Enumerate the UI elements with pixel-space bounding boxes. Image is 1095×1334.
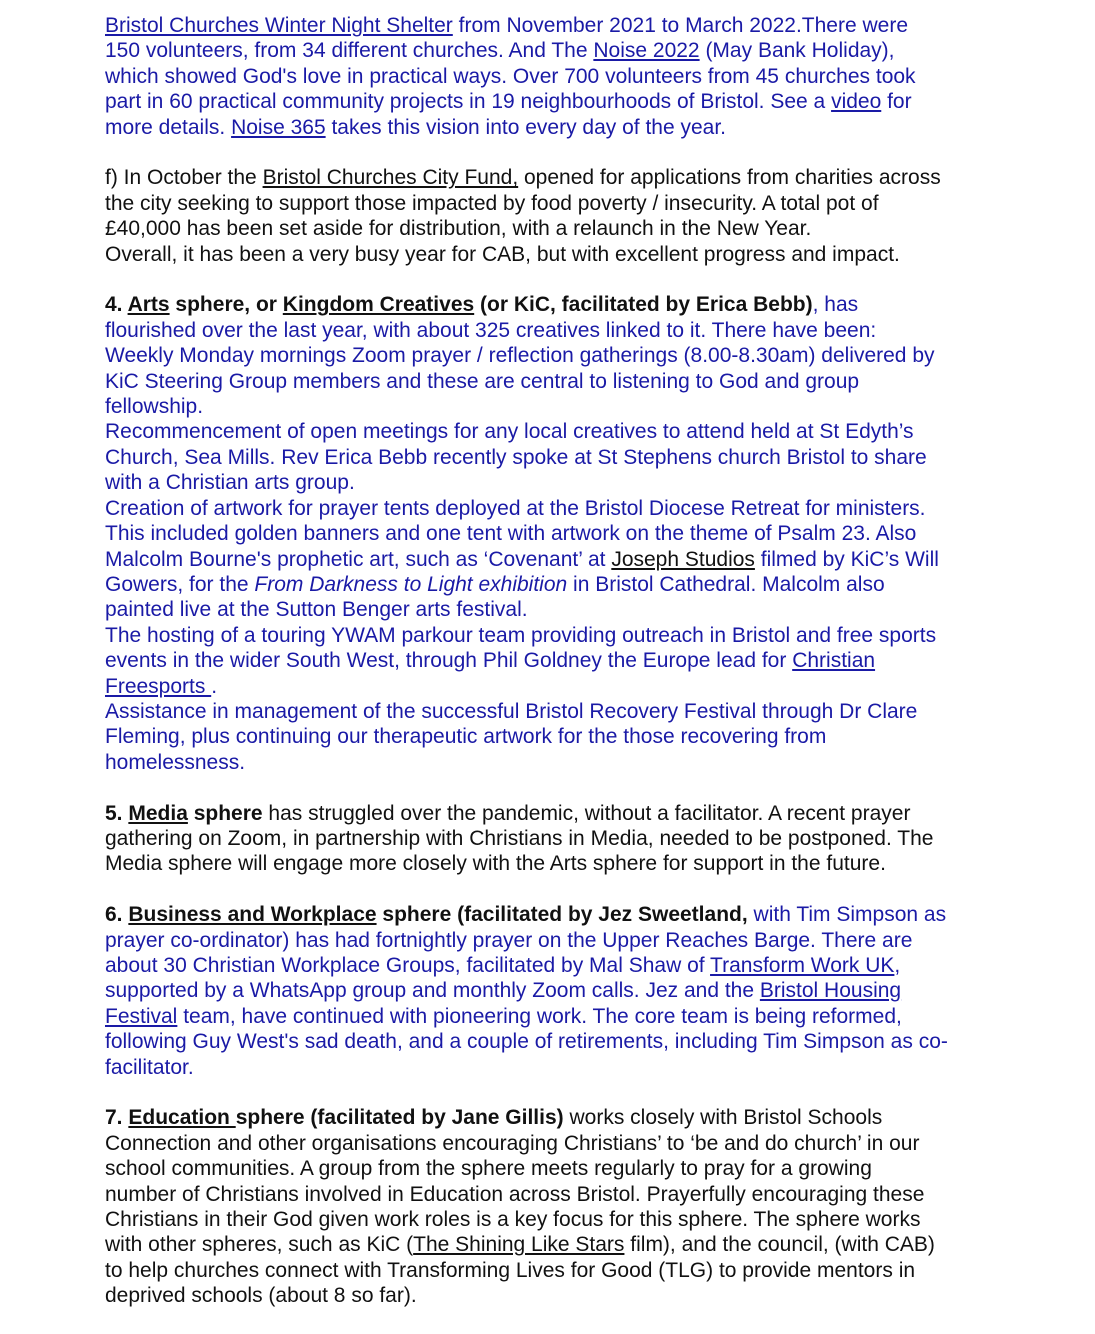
text-line [105,648,1005,673]
text-line [105,1105,1005,1130]
text-line: Church, Sea Mills. Rev Erica Bebb recently spoke at St Stephens church Bristol to share [105,445,927,469]
text-line [105,89,1005,114]
link-joseph-studios[interactable]: Joseph Studios [611,547,755,571]
link-bristol-housing-festival[interactable]: Bristol Housing [759,979,902,1003]
text-line: Recommencement of open meetings for any local creatives to attend held at St Edyth’s [105,420,914,444]
section-heading [105,903,748,926]
text-line: fellowship. [105,395,204,419]
paragraph-media-sphere [105,801,1005,877]
link-noise-365[interactable]: Noise 365 [231,115,326,139]
text-line: following Guy West's sad death, and a couple of retirements, including Tim Simpson as co- [105,1030,948,1054]
exhibition-title: From Darkness to Light exhibition [254,572,568,596]
text-line: homelessness. [105,750,246,774]
text-line [105,674,1005,699]
text-line: to help churches connect with Transforming Lives for Good (TLG) to provide mentors in [105,1258,916,1282]
link-christian-freesports[interactable]: Christian [792,649,876,673]
text-line: facilitator. [105,1055,194,1079]
text-line [105,572,1005,597]
text-line [105,38,1005,63]
text-span: works closely with Bristol Schools [563,1106,883,1130]
paragraph-winter-shelter [105,13,1005,140]
text-span: opened for applications from charities across [518,166,941,190]
text-line: which showed God's love in practical ways. Over 700 volunteers from 45 churches took [105,64,916,88]
text-line: Media sphere will engage more closely with the Arts sphere for support in the future. [105,852,886,876]
section-heading [105,293,813,316]
text-line [105,547,1005,572]
link-video[interactable]: video [831,90,882,114]
text-span: in Bristol Cathedral. Malcolm also [567,572,885,596]
heading-text: sphere (facilitated by Jane Gillis) [235,1106,564,1130]
text-line [105,13,1005,38]
text-span: has struggled over the pandemic, without a facilitator. A recent prayer [262,801,911,825]
text-line [105,902,1005,927]
text-line: Overall, it has been a very busy year for CAB, but with excellent progress and impact. [105,242,900,266]
text-line: Connection and other organisations encouraging Christians’ to ‘be and do church’ in our [105,1131,920,1155]
paragraph-arts-sphere [105,292,1005,775]
heading-text: (or KiC, facilitated by Erica Bebb) [474,293,813,317]
text-line: This included golden banners and one tent with artwork on the theme of Psalm 23. Also [105,522,917,546]
text-span: 150 volunteers, from 34 different churches. And The [105,39,594,63]
text-span: , has [812,293,859,317]
text-line: The hosting of a touring YWAM parkour team providing outreach in Bristol and free sports [105,623,937,647]
paragraph-city-fund [105,165,1005,267]
text-span: , [894,953,901,977]
text-line [105,1232,1005,1257]
text-span: . [211,674,218,698]
text-line: Fleming, plus continuing our therapeutic artwork for the those recovering from [105,725,827,749]
document-page [105,13,1005,1334]
text-line [105,165,1005,190]
text-line [105,801,1005,826]
text-line: Christians in their God given work roles is a key focus for this sphere. The sphere works [105,1208,921,1232]
link-kingdom-creatives[interactable]: Kingdom Creatives [282,293,475,317]
text-line: with a Christian arts group. [105,471,355,495]
text-line: the city seeking to support those impacted by food poverty / insecurity. A total pot of [105,191,879,215]
section-number: 7. [105,1106,129,1130]
text-span: takes this vision into every day of the year. [325,115,726,139]
link-winter-night-shelter[interactable]: Bristol Churches Winter Night Shelter [105,14,453,37]
text-span: with other spheres, such as KiC ( [105,1233,414,1257]
text-span: from November 2021 to March 2022.There were [452,14,909,37]
text-span: filmed by KiC’s Will [754,547,939,571]
text-line [105,115,1005,140]
link-arts[interactable]: Arts [127,293,170,317]
text-line [105,1004,1005,1029]
text-span: more details. [105,115,232,139]
text-line: prayer co-ordinator) has had fortnightly prayer on the Upper Reaches Barge. There are [105,928,913,952]
text-line: Assistance in management of the successful Bristol Recovery Festival through Dr Clare [105,699,918,723]
link-city-fund[interactable]: Bristol Churches City Fund, [262,166,519,190]
link-noise-2022[interactable]: Noise 2022 [593,39,700,63]
link-media[interactable]: Media [128,801,188,825]
text-span: events in the wider South West, through Phil Goldney the Europe lead for [105,649,793,673]
link-transform-work-uk[interactable]: Transform Work UK [710,953,895,977]
text-line: KiC Steering Group members and these are central to listening to God and group [105,369,860,393]
text-line: Weekly Monday mornings Zoom prayer / reflection gatherings (8.00-8.30am) delivered by [105,344,935,368]
section-heading [105,1106,564,1129]
text-line: deprived schools (about 8 so far). [105,1284,417,1308]
text-span: film), and the council, (with CAB) [624,1233,935,1257]
text-span: supported by a WhatsApp group and monthly Zoom calls. Jez and the [105,979,760,1003]
text-line: flourished over the last year, with about 325 creatives linked to it. There have been: [105,318,877,342]
text-span: team, have continued with pioneering work. The core team is being reformed, [177,1004,902,1028]
link-shining-like-stars[interactable]: The Shining Like Stars [413,1233,625,1257]
text-line [105,292,1005,317]
paragraph-business-sphere [105,902,1005,1080]
paragraph-education-sphere [105,1105,1005,1308]
text-line: Creation of artwork for prayer tents deployed at the Bristol Diocese Retreat for ministers. [105,496,926,520]
text-span: f) In October the [105,166,263,190]
text-span: for [881,90,912,114]
text-line: gathering on Zoom, in partnership with Christians in Media, needed to be postponed. The [105,826,934,850]
section-number: 5. [105,801,129,825]
link-christian-freesports-cont[interactable]: Freesports [105,674,212,698]
text-span: Malcolm Bourne's prophetic art, such as ‘Covenant’ at [105,547,612,571]
text-span: about 30 Christian Workplace Groups, facilitated by Mal Shaw of [105,953,711,977]
text-span: (May Bank Holiday), [699,39,895,63]
text-line [105,978,1005,1003]
link-bristol-housing-festival-cont[interactable]: Festival [105,1004,178,1028]
link-education[interactable]: Education [128,1106,236,1130]
link-business-workplace[interactable]: Business and Workplace [128,903,377,927]
text-line: £40,000 has been set aside for distribution, with a relaunch in the New Year. [105,217,812,241]
heading-text: sphere [187,801,263,825]
section-heading [105,802,263,825]
section-number: 4. [105,293,128,317]
heading-text: sphere (facilitated by Jez Sweetland, [376,903,748,927]
text-line: school communities. A group from the sphere meets regularly to pray for a growing [105,1157,872,1181]
text-span: part in 60 practical community projects in 19 neighbourhoods of Bristol. See a [105,90,832,114]
text-line [105,953,1005,978]
text-span: Gowers, for the [105,572,255,596]
text-span: with Tim Simpson as [747,903,947,927]
section-number: 6. [105,903,129,927]
text-line: painted live at the Sutton Benger arts festival. [105,598,528,622]
heading-text: sphere, or [169,293,283,317]
text-line: number of Christians involved in Education across Bristol. Prayerfully encouraging these [105,1182,925,1206]
